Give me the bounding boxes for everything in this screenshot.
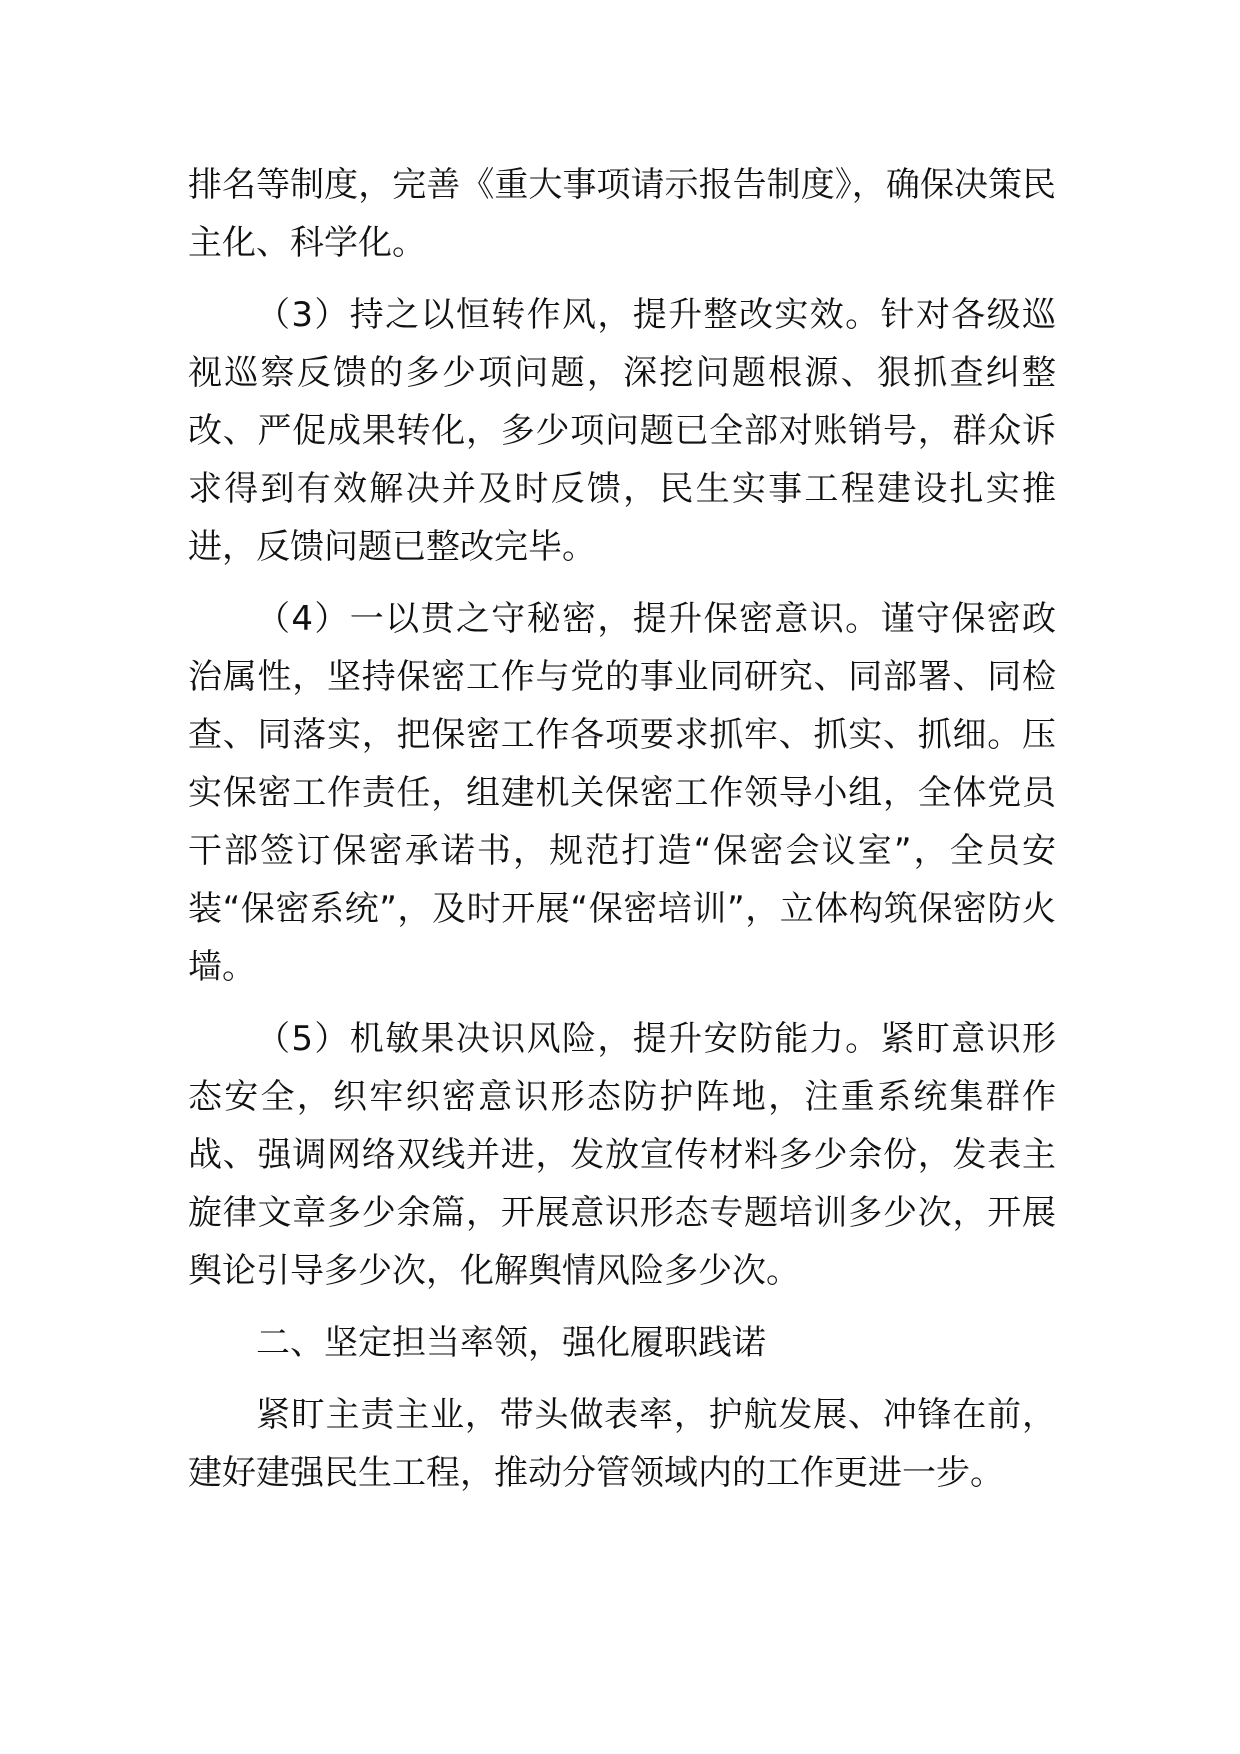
section-heading: 二、坚定担当率领，强化履职践诺 <box>256 1323 766 1363</box>
paragraph-item-3: （3）持之以恒转作风，提升整改实效。针对各级巡视巡察反馈的多少项问题，深挖问题根源、狠抓查纠整改、严促成果转化，多少项问题已全部对账销号，群众诉求得到有效解决并及时反馈，民生实事工程建设扎实推进，反馈问题已整改完毕。 <box>188 295 1056 567</box>
paragraph-section-intro: 紧盯主责主业，带头做表率，护航发展、冲锋在前，建好建强民生工程，推动分管领域内的工作更进一步。 <box>188 1395 1056 1493</box>
document-body <box>188 156 1056 1516</box>
paragraph-item-4: （4）一以贯之守秘密，提升保密意识。谨守保密政治属性，坚持保密工作与党的事业同研究、同部署、同检查、同落实，把保密工作各项要求抓牢、抓实、抓细。压实保密工作责任，组建机关保密工作领导小组，全体党员干部签订保密承诺书，规范打造“保密会议室”，全员安装“保密系统”，及时开展“保密培训”，立体构筑保密防火墙。 <box>188 599 1056 987</box>
paragraph-continuation: 排名等制度，完善《重大事项请示报告制度》，确保决策民主化、科学化。 <box>188 165 1056 263</box>
paragraph-item-5: （5）机敏果决识风险，提升安防能力。紧盯意识形态安全，织牢织密意识形态防护阵地，注重系统集群作战、强调网络双线并进，发放宣传材料多少余份，发表主旋律文章多少余篇，开展意识形态专题培训多少次，开展舆论引导多少次，化解舆情风险多少次。 <box>188 1019 1056 1291</box>
